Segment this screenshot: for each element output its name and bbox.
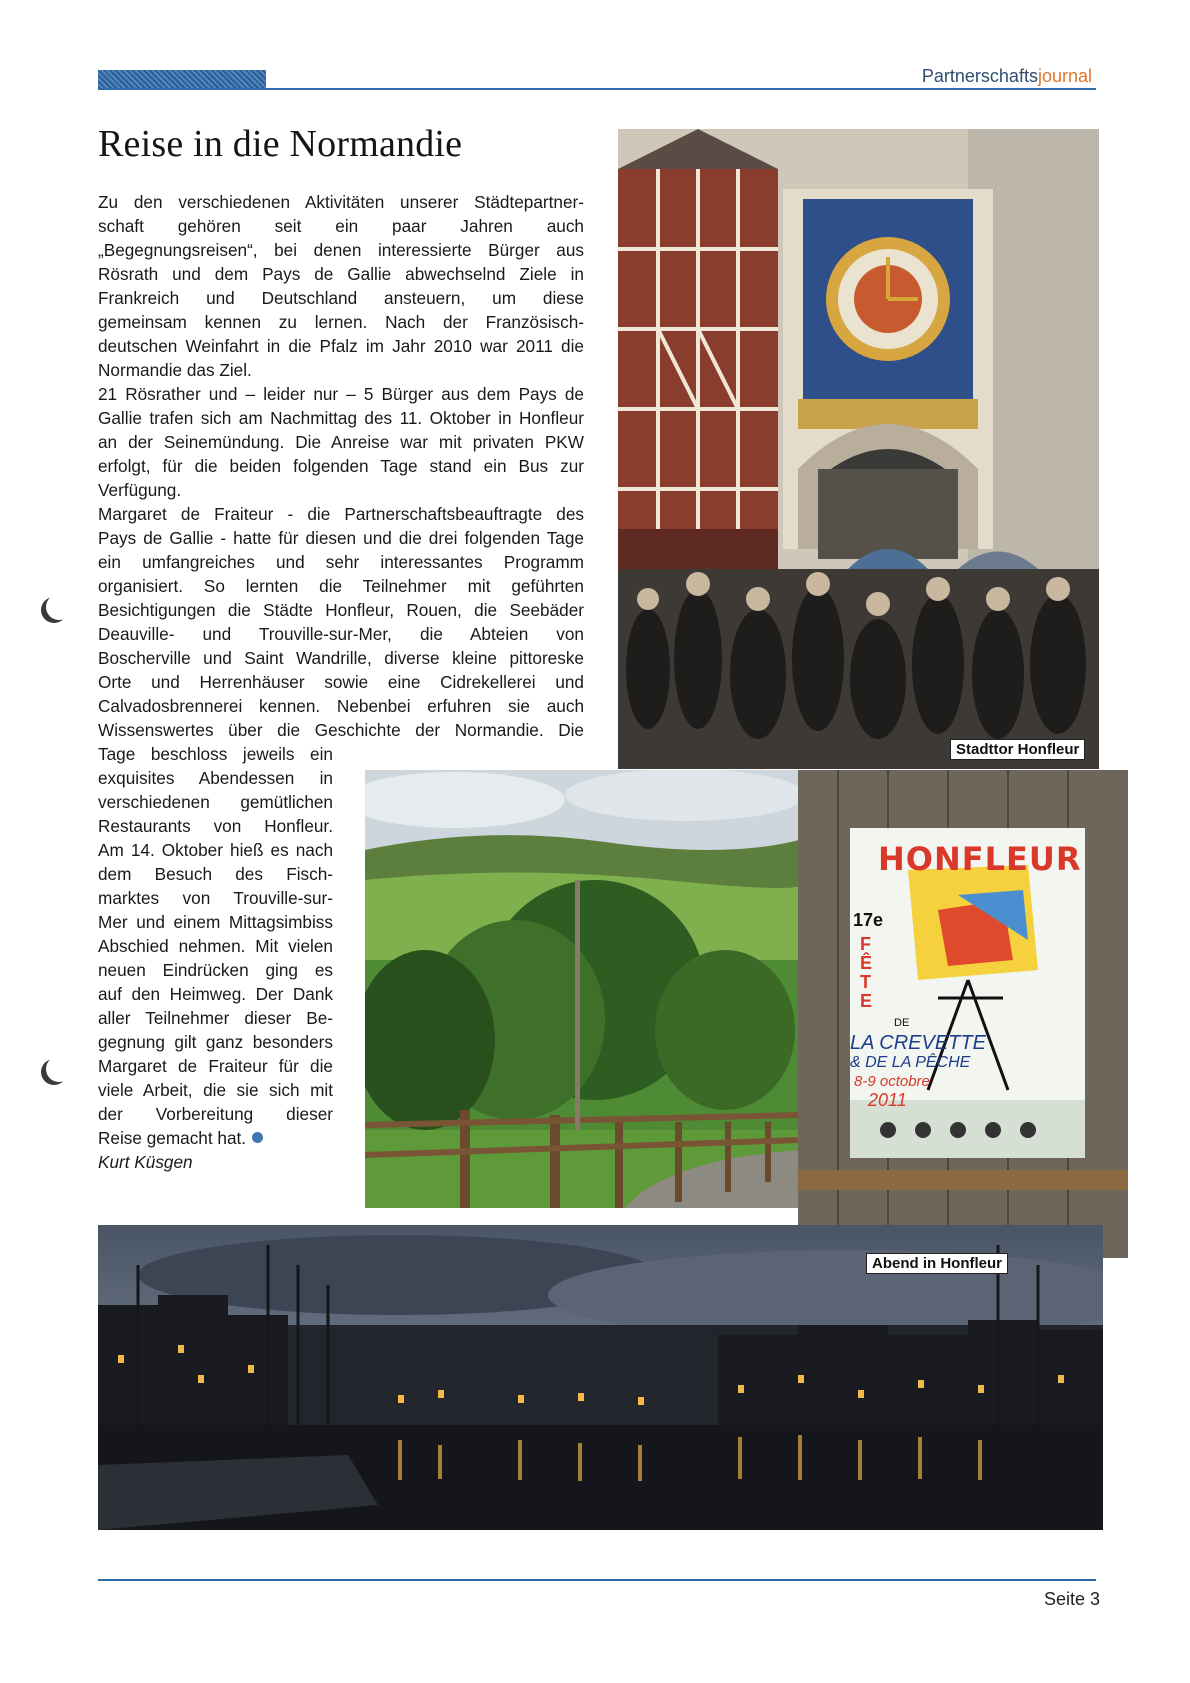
- body-line: Margaret de Fraiteur - die Partnerschaftsbeauftragte des: [98, 504, 584, 524]
- body-line: Restaurants von Honfleur.: [98, 816, 333, 836]
- caption-harbor: Abend in Honfleur: [866, 1253, 1008, 1274]
- body-line: dem Besuch des Fisch-: [98, 864, 333, 884]
- body-line: Frankreich und Deutschland ansteuern, um diese: [98, 288, 584, 308]
- body-line: deutschen Weinfahrt in die Pfalz im Jahr 2010 war 2011 die: [98, 336, 584, 356]
- body-line: Zu den verschiedenen Aktivitäten unserer Städtepartner-: [98, 192, 584, 212]
- page-number: Seite 3: [1043, 1589, 1100, 1609]
- body-line: gegnung gilt ganz besonders: [98, 1032, 333, 1052]
- journal-name: [922, 66, 1092, 87]
- body-line: organisiert. So lernten die Teilnehmer mit geführten: [98, 576, 584, 596]
- body-line-last: [98, 1126, 333, 1150]
- body-line: gemeinsam kennen zu lernen. Nach der Französisch-: [98, 312, 584, 332]
- article-title: Reise in die Normandie: [98, 123, 463, 165]
- body-line: Abschied nehmen. Mit vielen: [98, 936, 333, 956]
- body-line: verschiedenen gemütlichen: [98, 792, 333, 812]
- punch-hole-mark-icon: [46, 594, 72, 620]
- body-line: „Begegnungsreisen“, bei denen interessierte Bürger aus: [98, 240, 584, 260]
- body-line: exquisites Abendessen in: [98, 768, 333, 788]
- photo-landscape: [365, 770, 799, 1208]
- body-line: marktes von Trouville-sur-: [98, 888, 333, 908]
- body-line: Pays de Gallie - hatte für diesen und die drei folgenden Tage: [98, 528, 584, 548]
- body-line: 21 Rösrather und – leider nur – 5 Bürger aus dem Pays de: [98, 384, 584, 404]
- body-line: Besichtigungen die Städte Honfleur, Rouen, die Seebäder: [98, 600, 584, 620]
- body-line: neuen Eindrücken ging es: [98, 960, 333, 980]
- body-line: viele Arbeit, die sie sich mit: [98, 1080, 333, 1100]
- footer-rule: [98, 1579, 1096, 1581]
- body-line: Calvadosbrennerei kennen. Nebenbei erfuhren sie auch: [98, 696, 584, 716]
- body-line: Wissenswertes über die Geschichte der Normandie. Die: [98, 720, 584, 740]
- body-line-last-text: Reise gemacht hat.: [98, 1128, 247, 1148]
- header-decoration-bar: [98, 70, 266, 88]
- poster-peche: & DE LA PÊCHE: [850, 1054, 971, 1071]
- body-line: Margaret de Fraiteur für die: [98, 1056, 333, 1076]
- poster-de: DE: [894, 1017, 910, 1029]
- body-line: Tage beschloss jeweils ein: [98, 744, 333, 764]
- body-line: Gallie trafen sich am Nachmittag des 11. Oktober in Honfleur: [98, 408, 584, 428]
- body-line: an der Seinemündung. Die Anreise war mit privaten PKW: [98, 432, 584, 452]
- poster-year: 2011: [868, 1090, 907, 1110]
- punch-hole-mark-icon: [46, 1056, 72, 1082]
- body-line: Mer und einem Mittagsimbiss: [98, 912, 333, 932]
- photo-clock-gate-illustration: [618, 129, 1099, 769]
- body-line: der Vorbereitung dieser: [98, 1104, 333, 1124]
- body-line: erfolgt, für die beiden folgenden Tage stand ein Bus zur: [98, 456, 584, 476]
- body-line: ein umfangreiches und sehr interessantes Programm: [98, 552, 584, 572]
- poster-title: HONFLEUR: [878, 840, 1082, 878]
- body-line: Deauville- und Trouville-sur-Mer, die Abteien von: [98, 624, 584, 644]
- header-rule: [98, 88, 1096, 90]
- poster-crevette: LA CREVETTE: [850, 1032, 986, 1054]
- body-line: schaft gehören seit ein paar Jahren auch: [98, 216, 584, 236]
- poster-fete: FÊTE: [860, 934, 873, 1011]
- photo-clock-gate: [618, 129, 1099, 769]
- body-line: Am 14. Oktober hieß es nach: [98, 840, 333, 860]
- journal-name-part2: journal: [1037, 66, 1092, 86]
- body-line: aller Teilnehmer dieser Be-: [98, 1008, 333, 1028]
- poster-dates: 8-9 octobre: [854, 1073, 930, 1090]
- body-line: Normandie das Ziel.: [98, 360, 252, 380]
- body-line: Verfügung.: [98, 480, 182, 500]
- photo-festival-poster: [798, 770, 1128, 1258]
- body-line: Orte und Herrenhäuser sowie eine Cidrekellerei und: [98, 672, 584, 692]
- body-line: auf den Heimweg. Der Dank: [98, 984, 333, 1004]
- end-bullet-icon: [252, 1132, 263, 1143]
- journal-name-part1: Partnerschafts: [921, 66, 1038, 86]
- body-line: Rösrath und dem Pays de Gallie abwechselnd Ziele in: [98, 264, 584, 284]
- caption-clock-gate: Stadttor Honfleur: [950, 739, 1085, 760]
- photo-landscape-illustration: [365, 770, 799, 1208]
- body-line: Boscherville und Saint Wandrille, diverse kleine pittoreske: [98, 648, 584, 668]
- author-name: Kurt Küsgen: [98, 1152, 193, 1172]
- poster-edition: 17e: [853, 910, 884, 930]
